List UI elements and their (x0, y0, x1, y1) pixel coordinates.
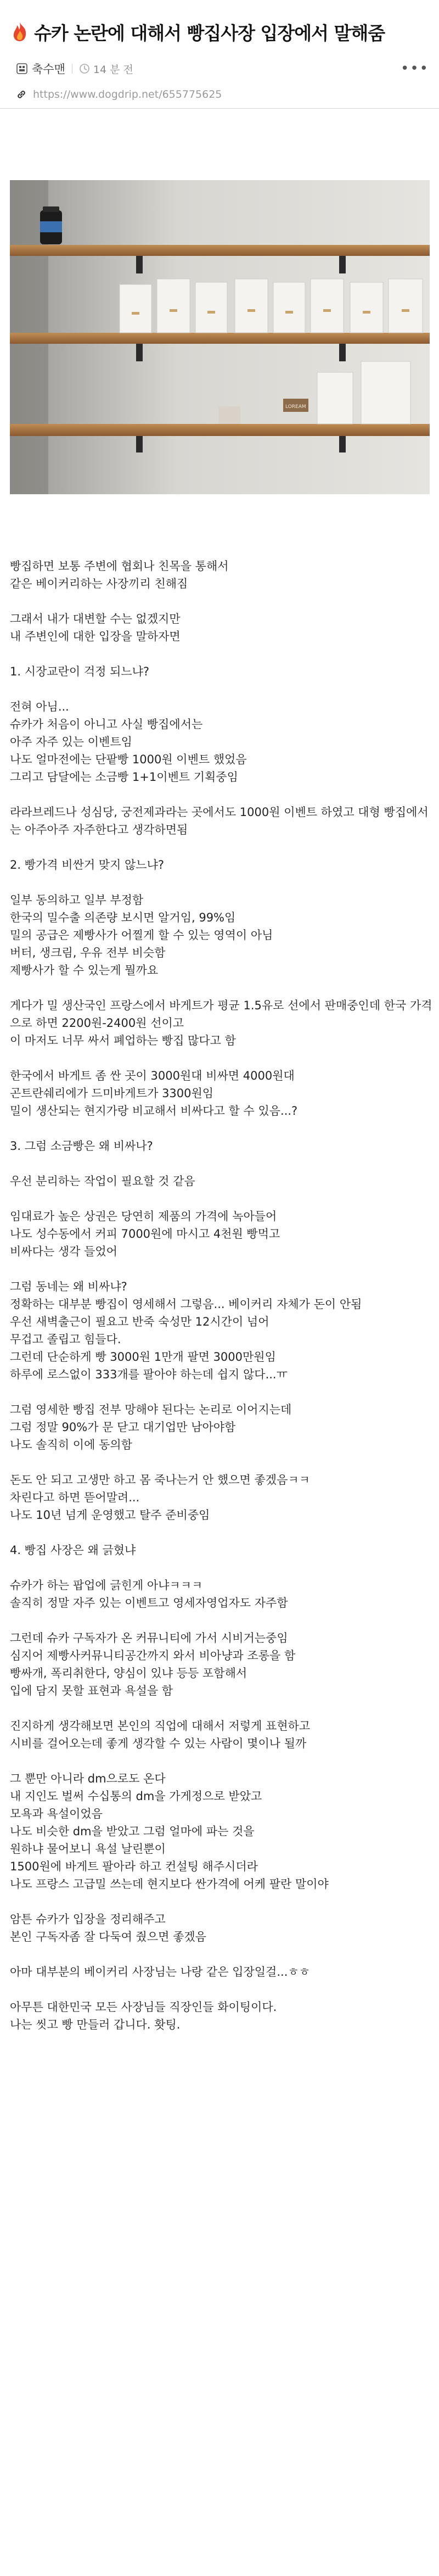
body-paragraph: 우선 분리하는 작업이 필요할 것 같음 (10, 1175, 195, 1188)
post-url-link[interactable]: https://www.dogdrip.net/655775625 (33, 88, 222, 100)
author-name[interactable]: 축수맨 (32, 63, 65, 76)
more-options-button[interactable]: ••• (400, 60, 429, 77)
body-paragraph: 진지하게 생각해보면 본인의 직업에 대해서 저렇게 표현하고 시비를 걸어오는데 좋게 생각할 수 있는 사람이 몇이나 될까 (10, 1719, 311, 1750)
body-paragraph: 그 뿐만 아니라 dm으로도 온다 내 지인도 벌써 수십통의 dm을 가게정으로 받았고 모욕과 욕설이었음 나도 비슷한 dm을 받았고 그럼 얼마에 파는 것을 원하냐 물어보니 욕설 날린뿐이 1500원에 바게트 팔아라 하고 컨설팅 해주시더라 나도 프랑스 고급밀 쓰는데 현지보다 싼가격에 어케 팔란 말이야 (10, 1772, 329, 1891)
title-row (0, 0, 439, 49)
body-paragraph: 아마 대부분의 베이커리 사장님는 나랑 같은 입장일걸...ㅎㅎ (10, 1965, 310, 1979)
body-paragraph: 슈카가 하는 팝업에 긁힌게 아냐ㅋㅋㅋ 솔직히 정말 자주 있는 이벤트고 영세자영업자도 자주함 (10, 1579, 288, 1610)
section-heading: 1. 시장교란이 걱정 되느냐? (10, 665, 150, 678)
post-time: 14 분 전 (93, 63, 133, 76)
body-paragraph: 빵집하면 보통 주변에 협회나 친목을 통해서 같은 베이커리하는 사장끼리 친해짐 (10, 560, 229, 590)
body-paragraph: 암튼 슈카가 입장을 정리해주고 본인 구독자좀 잘 다둑여 줬으면 좋겠음 (10, 1913, 206, 1943)
fire-icon (9, 21, 31, 43)
body-paragraph: 게다가 밀 생산국인 프랑스에서 바게트가 평균 1.5유로 선에서 판매중인데 한국 가격으로 하면 2200원-2400원 선이고 이 마저도 너무 싸서 폐업하는 빵집 많다고 함 (10, 999, 432, 1047)
body-paragraph: 그럼 동네는 왜 비싸냐? 정확하는 대부분 빵집이 영세해서 그렇음... 베이커리 자체가 돈이 안됨 우선 새벽출근이 필요고 반죽 숙성만 12시간이 넘어 무겁고 졸립고 힘들다. 그런데 단순하게 빵 3000원 1만개 팔면 3000만원임 하루에 로스없이 333개를 팔아야 하는데 쉽지 않다...ㅠ (10, 1280, 362, 1381)
body-paragraph: 임대료가 높은 상권은 당연히 제품의 가격에 녹아들어 나도 성수동에서 커피 7000원에 마시고 4천원 빵먹고 비싸다는 생각 들었어 (10, 1210, 280, 1258)
section-heading: 2. 빵가격 비싼거 맞지 않느냐? (10, 858, 165, 871)
author-icon (16, 63, 27, 74)
post-meta (0, 49, 439, 80)
post-url-row (0, 80, 439, 109)
body-paragraph: 그래서 내가 대변할 수는 없겠지만 내 주변인에 대한 입장을 말하자면 (10, 612, 181, 643)
section-heading: 4. 빵집 사장은 왜 긁혔냐 (10, 1544, 136, 1557)
body-paragraph: 그런데 슈카 구독자가 온 커뮤니티에 가서 시비거는중임 심지어 제빵사커뮤니티공간까지 와서 비아냥과 조롱을 함 빵싸개, 폭리취한다, 양심이 있냐 등등 포함해서 입에 담지 못할 표현과 욕설을 함 (10, 1631, 296, 1697)
bakery-shelf-photo (10, 180, 430, 494)
clock-icon (79, 63, 90, 74)
body-paragraph: 전혀 아님... 슈카가 처음이 아니고 사실 빵집에서는 아주 자주 있는 이벤트임 나도 얼마전에는 단팥빵 1000원 이벤트 했었음 그리고 담달에는 소금빵 1+1이벤트 기획중임 (10, 700, 247, 784)
body-paragraph: 한국에서 바게트 좀 싼 곳이 3000원대 비싸면 4000원대 곤트란쉐리에가 드미바게트가 3300원임 밀이 생산되는 현지가랑 비교해서 비싸다고 할 수 있음...? (10, 1069, 298, 1117)
body-paragraph: 아무튼 대한민국 모든 사장님들 직장인들 화이팅이다. 나는 씻고 빵 만들러 갑니다. 홧팅. (10, 2001, 277, 2031)
body-paragraph: 라라브레드나 성심당, 궁전제과라는 곳에서도 1000원 이벤트 하였고 대형 빵집에서는 아주아주 자주한다고 생각하면됨 (10, 806, 429, 836)
bag-label: LOREAM (285, 404, 306, 410)
post-title: 슈카 논란에 대해서 빵집사장 입장에서 말해줌 (34, 22, 385, 44)
body-paragraph: 일부 동의하고 일부 부정함 한국의 밀수출 의존량 보시면 알거임, 99%임 밀의 공급은 제빵사가 어찔게 할 수 있는 영역이 아님 버터, 생크림, 우유 전부 비슷함 제빵사가 할 수 있는게 뭘까요 (10, 893, 273, 977)
link-icon (15, 88, 27, 100)
body-paragraph: 돈도 안 되고 고생만 하고 몸 죽나는거 안 했으면 좋겠음ㅋㅋ 차린다고 하면 뜯어말려... 나도 10년 넘게 운영했고 탈주 준비중임 (10, 1473, 310, 1522)
post-body (10, 557, 432, 2051)
body-paragraph: 그럼 영세한 빵집 전부 망해야 된다는 논리로 이어지는데 그럼 정말 90%가 문 닫고 대기업만 남아야함 나도 솔직히 이에 동의함 (10, 1403, 292, 1451)
section-heading: 3. 그럼 소금빵은 왜 비싸나? (10, 1139, 153, 1153)
